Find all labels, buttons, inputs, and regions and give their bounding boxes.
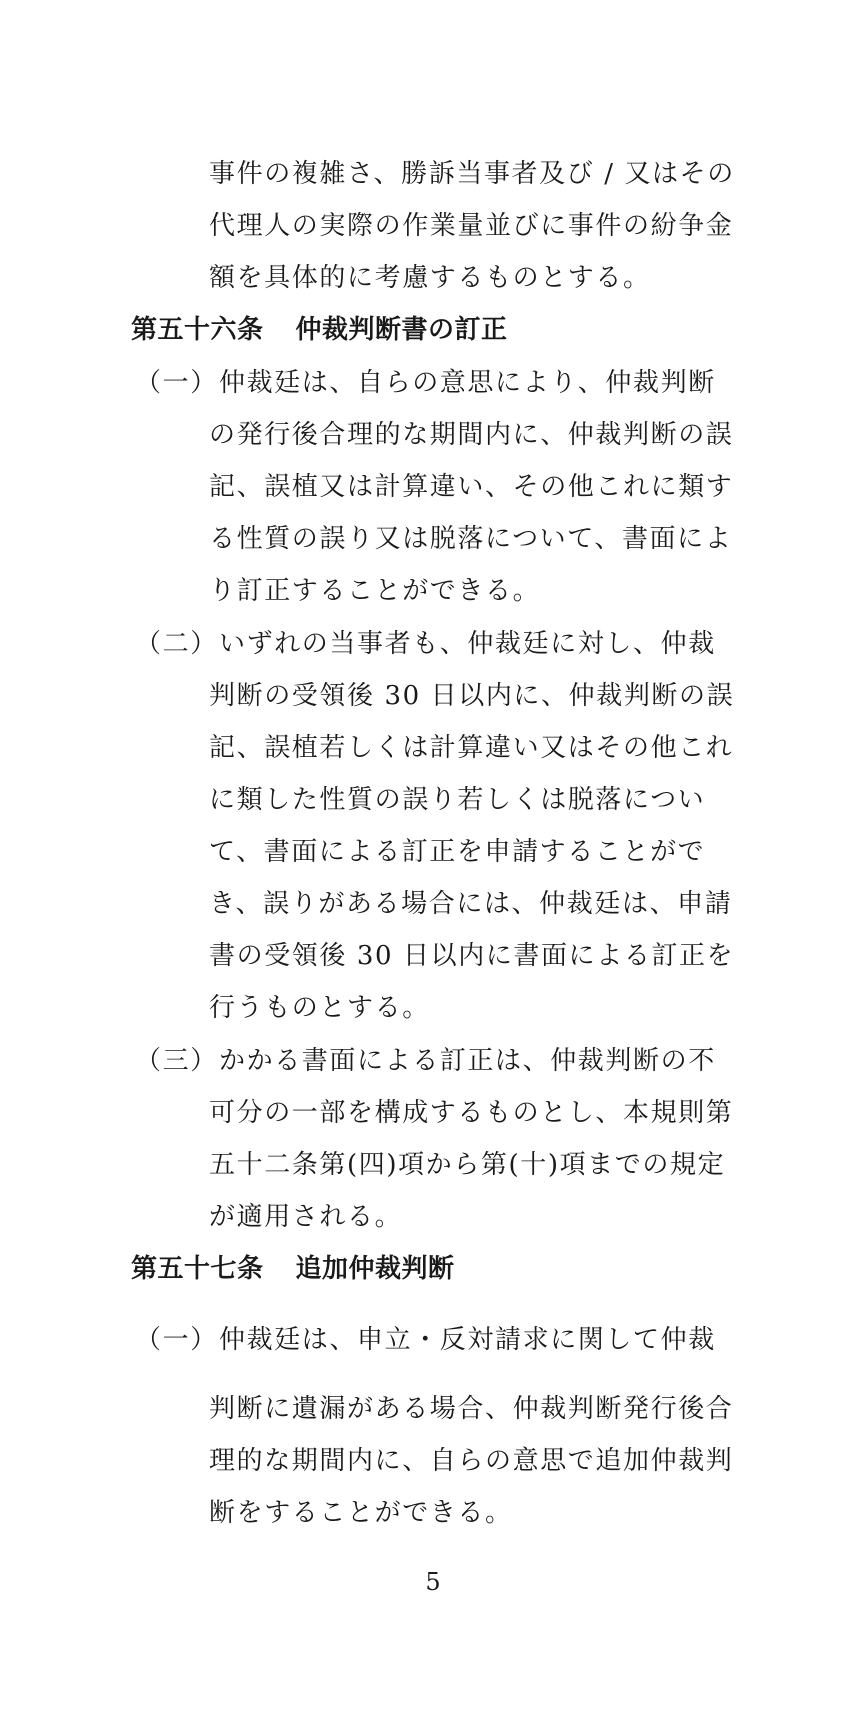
article-57-heading bbox=[131, 1252, 455, 1286]
paragraph-text: 仲裁廷は、申立・反対請求に関して仲裁 bbox=[219, 1325, 716, 1355]
continuation-line: 額を具体的に考慮するものとする。 bbox=[209, 263, 651, 293]
paragraph-line: 行うものとする。 bbox=[209, 993, 430, 1023]
continuation-line: 事件の複雑さ、勝訴当事者及び / 又はその bbox=[209, 159, 735, 189]
article-56-heading bbox=[131, 313, 508, 347]
paragraph-line: 記、誤植若しくは計算違い又はその他これ bbox=[209, 733, 734, 763]
paragraph-first-line bbox=[135, 627, 716, 661]
article-56-title: 仲裁判断書の訂正 bbox=[295, 315, 508, 345]
continuation-line: 代理人の実際の作業量並びに事件の紛争金 bbox=[209, 211, 734, 241]
paragraph-line: 理的な期間内に、自らの意思で追加仲裁判 bbox=[209, 1446, 734, 1476]
paragraph-text: 仲裁廷は、自らの意思により、仲裁判断 bbox=[219, 368, 716, 398]
paragraph-text: かかる書面による訂正は、仲裁判断の不 bbox=[219, 1046, 716, 1076]
paragraph-marker: （三） bbox=[135, 1046, 218, 1076]
paragraph-line: て、書面による訂正を申請することがで bbox=[209, 837, 706, 867]
paragraph-line: に類した性質の誤り若しくは脱落につい bbox=[209, 785, 706, 815]
paragraph-line: 断をすることができる。 bbox=[209, 1498, 513, 1528]
article-57-title: 追加仲裁判断 bbox=[295, 1254, 455, 1284]
paragraph-line: り訂正することができる。 bbox=[209, 576, 541, 606]
paragraph-marker: （二） bbox=[135, 629, 218, 659]
paragraph-line: 記、誤植又は計算違い、その他これに類す bbox=[209, 472, 734, 502]
paragraph-line: る性質の誤り又は脱落について、書面によ bbox=[209, 524, 733, 554]
paragraph-line: 五十二条第(四)項から第(十)項までの規定 bbox=[209, 1150, 726, 1180]
page-number: 5 bbox=[425, 1568, 441, 1596]
paragraph-line: の発行後合理的な期間内に、仲裁判断の誤 bbox=[209, 420, 734, 450]
article-57-number: 第五十七条 bbox=[131, 1254, 264, 1284]
paragraph-line: 可分の一部を構成するものとし、本規則第 bbox=[209, 1098, 734, 1128]
paragraph-line: 書の受領後 30 日以内に書面による訂正を bbox=[209, 941, 735, 971]
paragraph-marker: （一） bbox=[135, 368, 218, 398]
paragraph-marker: （一） bbox=[135, 1325, 218, 1355]
paragraph-line: が適用される。 bbox=[209, 1202, 403, 1232]
paragraph-line: き、誤りがある場合には、仲裁廷は、申請 bbox=[209, 889, 733, 919]
paragraph-first-line bbox=[135, 1323, 716, 1357]
paragraph-first-line bbox=[135, 366, 716, 400]
article-56-number: 第五十六条 bbox=[131, 315, 264, 345]
paragraph-text: いずれの当事者も、仲裁廷に対し、仲裁 bbox=[219, 629, 716, 659]
paragraph-first-line bbox=[135, 1044, 716, 1078]
paragraph-line: 判断の受領後 30 日以内に、仲裁判断の誤 bbox=[209, 681, 735, 711]
paragraph-line: 判断に遺漏がある場合、仲裁判断発行後合 bbox=[209, 1394, 734, 1424]
